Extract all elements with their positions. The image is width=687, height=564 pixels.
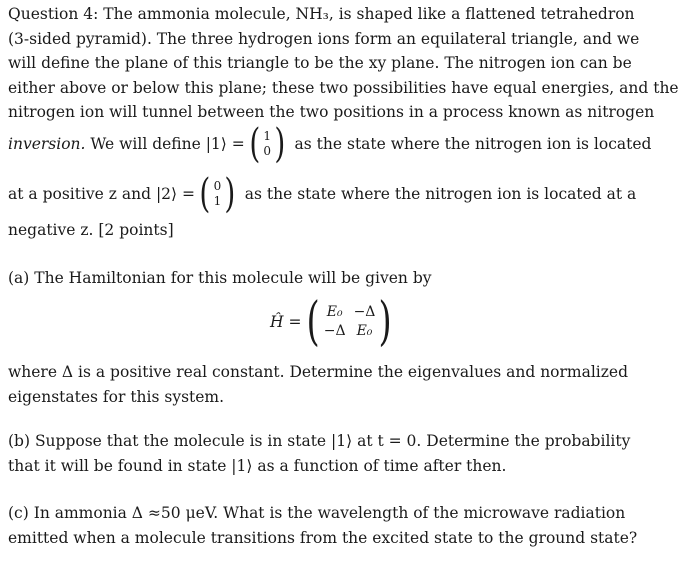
vector-2-bottom: 1 <box>213 194 222 208</box>
right-paren: ) <box>274 121 286 167</box>
state-2-definition <box>8 171 675 217</box>
question-line-5: nitrogen ion will tunnel between the two positions in a process known as nitrogen <box>8 103 655 121</box>
state-1-description: as the state where the nitrogen ion is located <box>289 135 652 153</box>
question-line-2: (3-sided pyramid). The three hydrogen ions form an equilateral triangle, and we <box>8 29 640 48</box>
question-line-1: Question 4: The ammonia molecule, NH₃, is shaped like a flattened tetrahedron <box>8 5 635 23</box>
question-line-8: negative z. [2 points] <box>8 221 174 239</box>
term-inversion: inversion. <box>8 135 86 153</box>
state-1-vector <box>247 121 288 167</box>
hamiltonian-matrix <box>324 303 376 341</box>
state-1-lhs: We will define |1⟩ = <box>85 135 245 153</box>
question-line-3: will define the plane of this triangle to be the xy plane. The nitrogen ion can be <box>8 54 632 72</box>
part-b-line-1: (b) Suppose that the molecule is in state |1⟩ at t = 0. Determine the probability <box>8 432 631 450</box>
right-paren: ) <box>378 292 393 352</box>
right-paren: ) <box>224 171 236 217</box>
state-2-lhs: at a positive z and |2⟩ = <box>8 185 195 203</box>
state-2-description: as the state where the nitrogen ion is located at a <box>239 185 637 203</box>
vector-2-top: 0 <box>213 179 222 193</box>
matrix-entry-22: E₀ <box>356 323 373 339</box>
hamiltonian-equation <box>270 292 396 352</box>
state-1-definition <box>8 121 675 167</box>
part-a-line-2: eigenstates for this system. <box>8 387 225 406</box>
vector-1-bottom: 0 <box>263 144 272 158</box>
hamiltonian-label: Ĥ = <box>270 313 302 331</box>
part-c-line-1: (c) In ammonia Δ ≈50 μeV. What is the wavelength of the microwave radiation <box>8 504 626 522</box>
part-c-question <box>8 501 675 550</box>
matrix-entry-12: −Δ <box>353 304 376 320</box>
part-c-line-2: emitted when a molecule transitions from the excited state to the ground state? <box>8 528 638 547</box>
matrix-entry-21: −Δ <box>323 323 346 339</box>
left-paren: ( <box>306 292 321 352</box>
part-a-intro: (a) The Hamiltonian for this molecule will be given by <box>8 269 432 287</box>
matrix-entry-11: E₀ <box>326 304 343 320</box>
question-line-4: either above or below this plane; these two possibilities have equal energies, and the <box>8 78 679 97</box>
part-a-question <box>8 360 675 409</box>
left-paren: ( <box>249 121 261 167</box>
vector-1-top: 1 <box>263 129 272 143</box>
part-b-line-2: that it will be found in state |1⟩ as a function of time after then. <box>8 456 507 475</box>
part-a-line-1: where Δ is a positive real constant. Determine the eigenvalues and normalized <box>8 363 629 381</box>
part-b-question <box>8 429 675 478</box>
state-2-vector <box>197 171 238 217</box>
left-paren: ( <box>199 171 211 217</box>
question-statement <box>8 2 679 125</box>
